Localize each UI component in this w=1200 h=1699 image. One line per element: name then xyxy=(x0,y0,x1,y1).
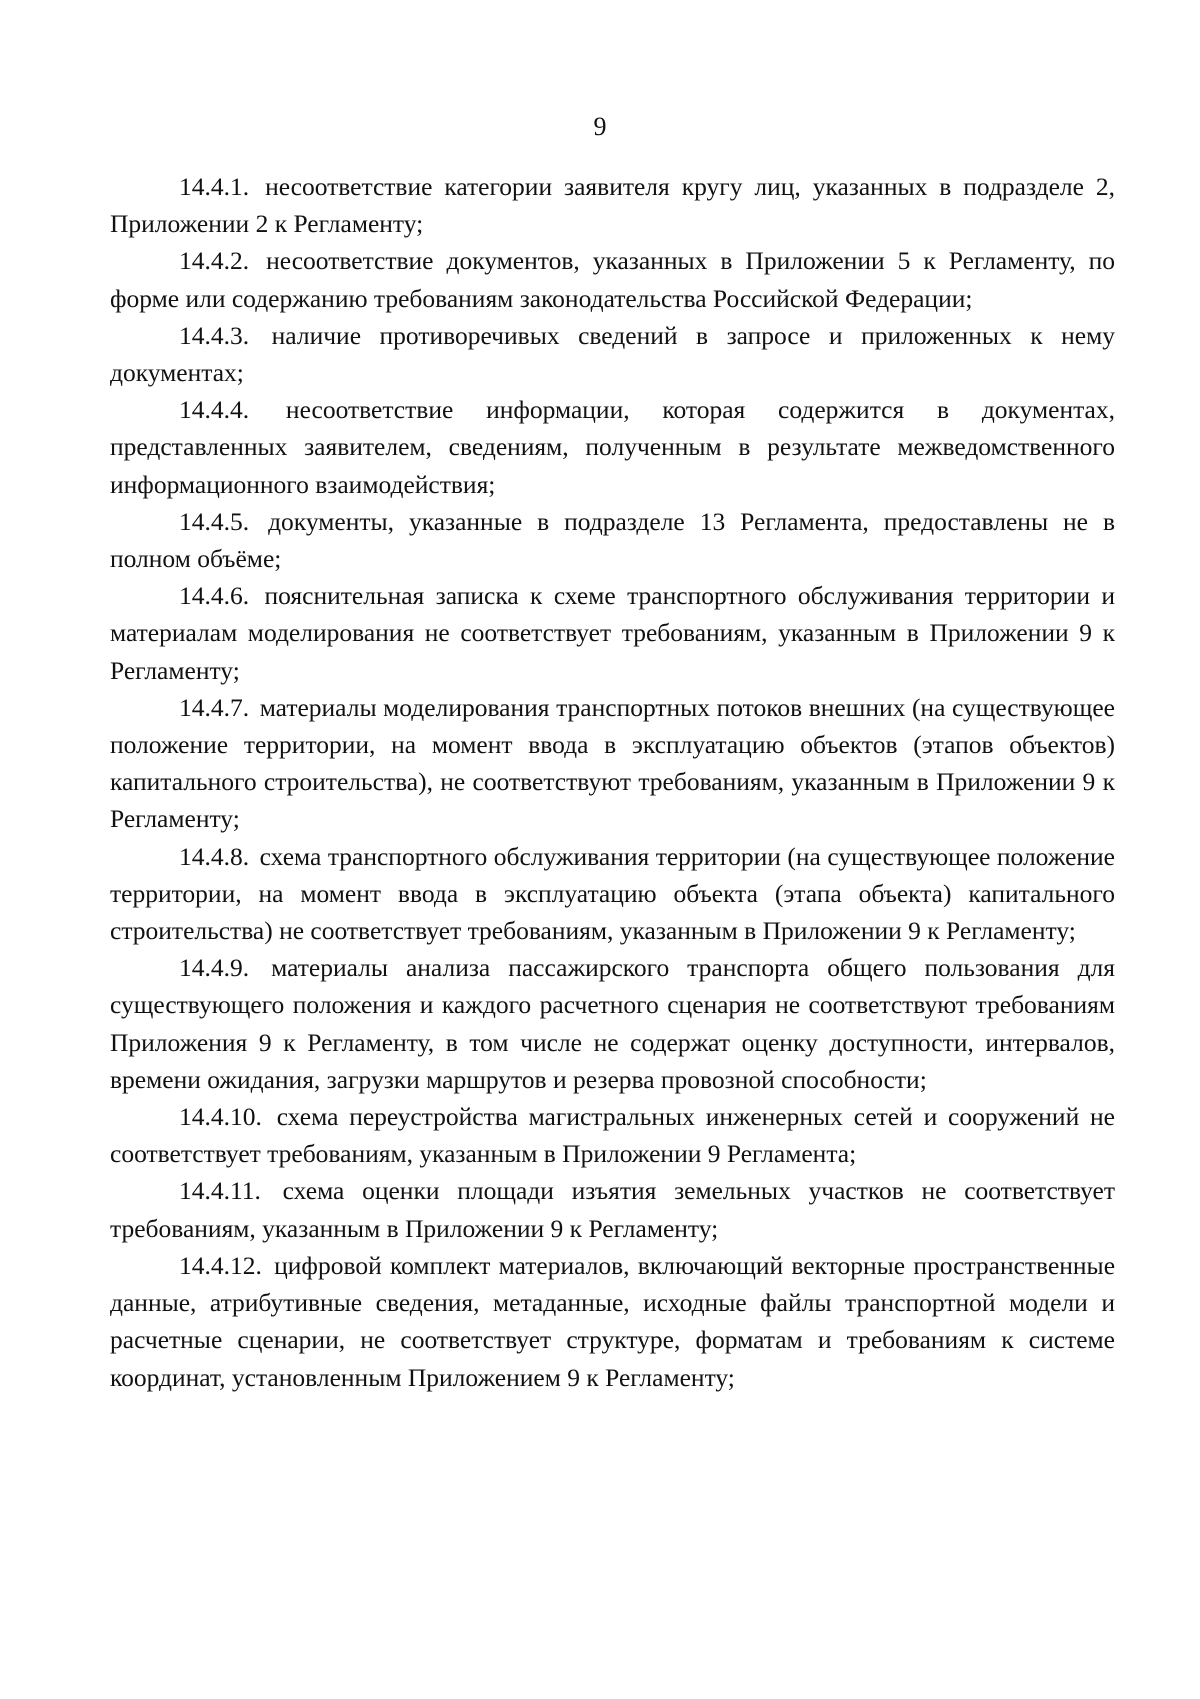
paragraph-number: 14.4.3. xyxy=(179,320,250,350)
paragraph-14-4-11 xyxy=(110,1172,1115,1246)
paragraph-text: схема переустройства магистральных инженерных сетей и сооружений не соответствует требованиям, указанным в Приложении 9 Регламента; xyxy=(110,1102,1116,1169)
paragraph-number: 14.4.1. xyxy=(179,172,250,201)
paragraph-14-4-2 xyxy=(110,242,1115,316)
paragraph-text: документы, указанные в подразделе 13 Регламента, предоставлены не в полном объёме; xyxy=(110,506,1115,574)
paragraph-14-4-1 xyxy=(110,168,1115,242)
paragraph-14-4-9 xyxy=(110,949,1115,1098)
paragraph-number: 14.4.6. xyxy=(179,581,250,611)
paragraph-14-4-3 xyxy=(110,317,1115,391)
paragraph-14-4-8 xyxy=(110,838,1115,950)
paragraph-text: схема оценки площади изъятия земельных участков не соответствует требованиям, указанным в Приложении 9 к Регламенту; xyxy=(110,1176,1115,1243)
paragraph-text: материалы моделирования транспортных потоков внешних (на существующее положение территории, на момент ввода в эксплуатацию объектов (этапов объектов) капитального строительства), не соответствуют требованиям, указанным в Приложении 9 к Регламенту; xyxy=(110,692,1115,834)
paragraph-text: схема транспортного обслуживания территории (на существующее положение территории, на момент ввода в эксплуатацию объекта (этапа объекта) капитального строительства) не соответствует требованиям, указанным в Приложении 9 к Регламенту; xyxy=(110,841,1115,946)
paragraph-text: пояснительная записка к схеме транспортного обслуживания территории и материалам моделирования не соответствует требованиям, указанным в Приложении 9 к Регламенту; xyxy=(110,581,1116,685)
paragraph-text: материалы анализа пассажирского транспорта общего пользования для существующего положения и каждого расчетного сценария не соответствуют требованиям Приложения 9 к Регламенту, в том числе не содержат оценку доступности, интервалов, времени ожидания, загрузки маршрутов и резерва провозной способности; xyxy=(110,953,1116,1094)
paragraph-number: 14.4.7. xyxy=(179,692,250,722)
paragraph-text: цифровой комплект материалов, включающий векторные пространственные данные, атрибутивные сведения, метаданные, исходные файлы транспортной модели и расчетные сценарии, не соответствует структуре, форматам и требованиям к системе координат, установленным Приложением 9 к Регламенту; xyxy=(110,1250,1116,1392)
paragraph-14-4-10 xyxy=(110,1098,1115,1172)
document-body xyxy=(110,168,1115,1396)
paragraph-text: несоответствие информации, которая содержится в документах, представленных заявителем, сведениям, полученным в результате межведомственного информационного взаимодействия; xyxy=(110,395,1115,499)
paragraph-14-4-7 xyxy=(110,689,1115,838)
paragraph-number: 14.4.5. xyxy=(179,506,250,536)
paragraph-number: 14.4.2. xyxy=(179,246,250,276)
paragraph-14-4-12 xyxy=(110,1247,1115,1396)
paragraph-number: 14.4.10. xyxy=(179,1102,262,1132)
paragraph-number: 14.4.11. xyxy=(179,1176,261,1206)
paragraph-text: наличие противоречивых сведений в запросе и приложенных к нему документах; xyxy=(110,320,1116,388)
paragraph-number: 14.4.9. xyxy=(179,953,250,983)
paragraph-14-4-4 xyxy=(110,391,1115,503)
paragraph-text: несоответствие категории заявителя кругу лиц, указанных в подразделе 2, Приложении 2 к Регламенту; xyxy=(110,172,1115,239)
page-number: 9 xyxy=(593,112,607,141)
paragraph-number: 14.4.12. xyxy=(179,1250,262,1280)
paragraph-14-4-6 xyxy=(110,577,1115,689)
paragraph-14-4-5 xyxy=(110,503,1115,577)
paragraph-number: 14.4.4. xyxy=(179,395,250,425)
paragraph-text: несоответствие документов, указанных в Приложении 5 к Регламенту, по форме или содержанию требованиям законодательства Российской Федерации; xyxy=(110,246,1116,313)
paragraph-number: 14.4.8. xyxy=(179,841,250,871)
